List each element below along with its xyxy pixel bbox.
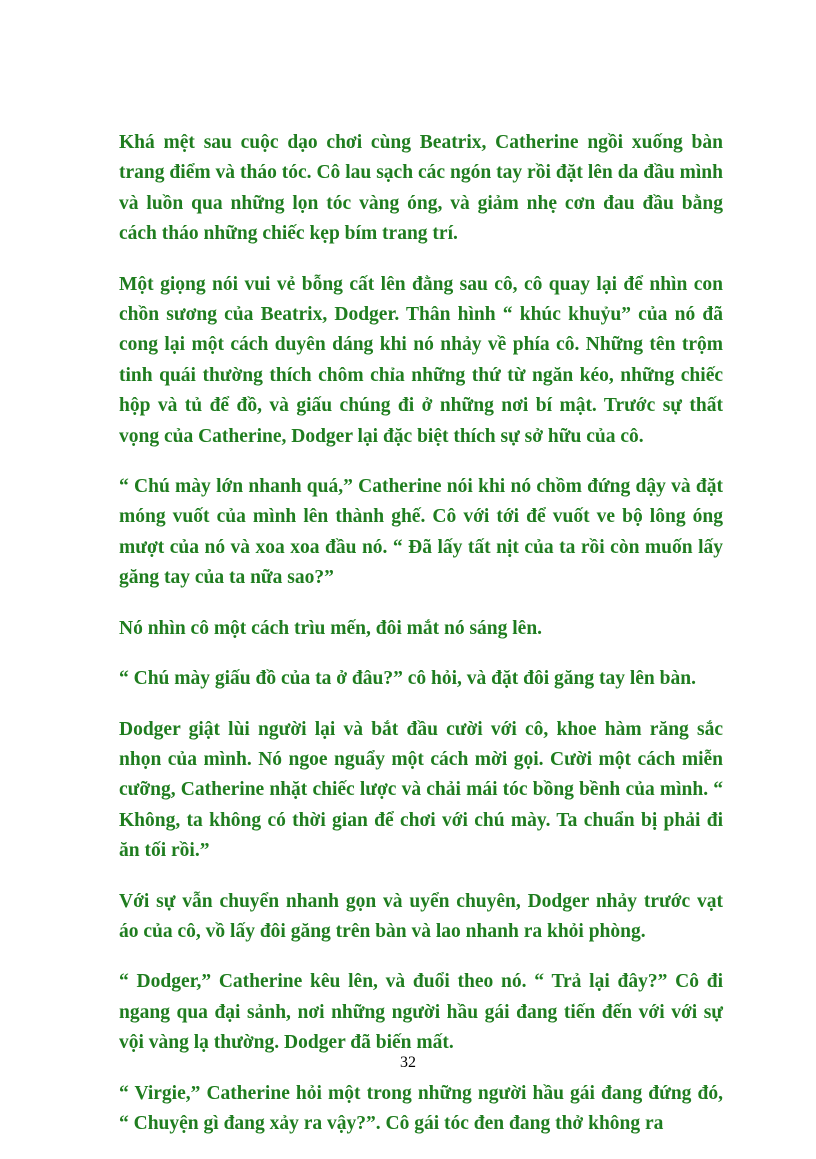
paragraph: Khá mệt sau cuộc dạo chơi cùng Beatrix, Catherine ngồi xuống bàn trang điểm và tháo tóc. Cô lau sạch các ngón tay rồi đặt lên da đầu mình và luồn qua những lọn tóc vàng óng, và giảm nhẹ cơn đau đầu bằng cách tháo những chiếc kẹp bím trang trí. (119, 132, 723, 245)
paragraph: “ Dodger,” Catherine kêu lên, và đuổi theo nó. “ Trả lại đây?” Cô đi ngang qua đại sảnh, nơi những người hầu gái đang tiến đến với với sự vội vàng lạ thường. Dodger đã biến mất. (119, 971, 723, 1054)
page-number: 32 (400, 1054, 416, 1071)
paragraph: Nó nhìn cô một cách trìu mến, đôi mắt nó sáng lên. (119, 617, 543, 639)
paragraph: “ Chú mày giấu đồ của ta ở đâu?” cô hỏi, và đặt đôi găng tay lên bàn. (119, 668, 696, 690)
paragraph: Một giọng nói vui vẻ bỗng cất lên đằng sau cô, cô quay lại để nhìn con chồn sương của Beatrix, Dodger. Thân hình “ khúc khuỷu” của nó đã cong lại một cách duyên dáng khi nó nhảy về phía cô. Những tên trộm tinh quái thường thích chôm chỉa những thứ từ ngăn kéo, những chiếc hộp và tủ để đồ, và giấu chúng đi ở những nơi bí mật. Trước sự thất vọng của Catherine, Dodger lại đặc biệt thích sự sở hữu của cô. (119, 273, 723, 447)
paragraph: “ Virgie,” Catherine hỏi một trong những người hầu gái đang đứng đó, “ Chuyện gì đang xảy ra vậy?”. Cô gái tóc đen đang thở không ra (119, 1082, 723, 1134)
body-text (119, 128, 723, 1159)
paragraph: Với sự vẫn chuyển nhanh gọn và uyển chuyên, Dodger nhảy trước vạt áo của cô, vồ lấy đôi găng trên bàn và lao nhanh ra khỏi phòng. (119, 890, 723, 942)
paragraph: Dodger giật lùi người lại và bắt đầu cười với cô, khoe hàm răng sắc nhọn của mình. Nó ngoe nguẩy một cách mời gọi. Cười một cách miễn cưỡng, Catherine nhặt chiếc lược và chải mái tóc bồng bềnh của mình. “ Không, ta không có thời gian để chơi với chú mày. Ta chuẩn bị phải đi ăn tối rồi.” (119, 718, 723, 862)
paragraph: “ Chú mày lớn nhanh quá,” Catherine nói khi nó chồm đứng dậy và đặt móng vuốt của mình lên thành ghế. Cô với tới để vuốt ve bộ lông óng mượt của nó và xoa xoa đầu nó. “ Đã lấy tất nịt của ta rồi còn muốn lấy găng tay của ta nữa sao?” (119, 476, 723, 589)
